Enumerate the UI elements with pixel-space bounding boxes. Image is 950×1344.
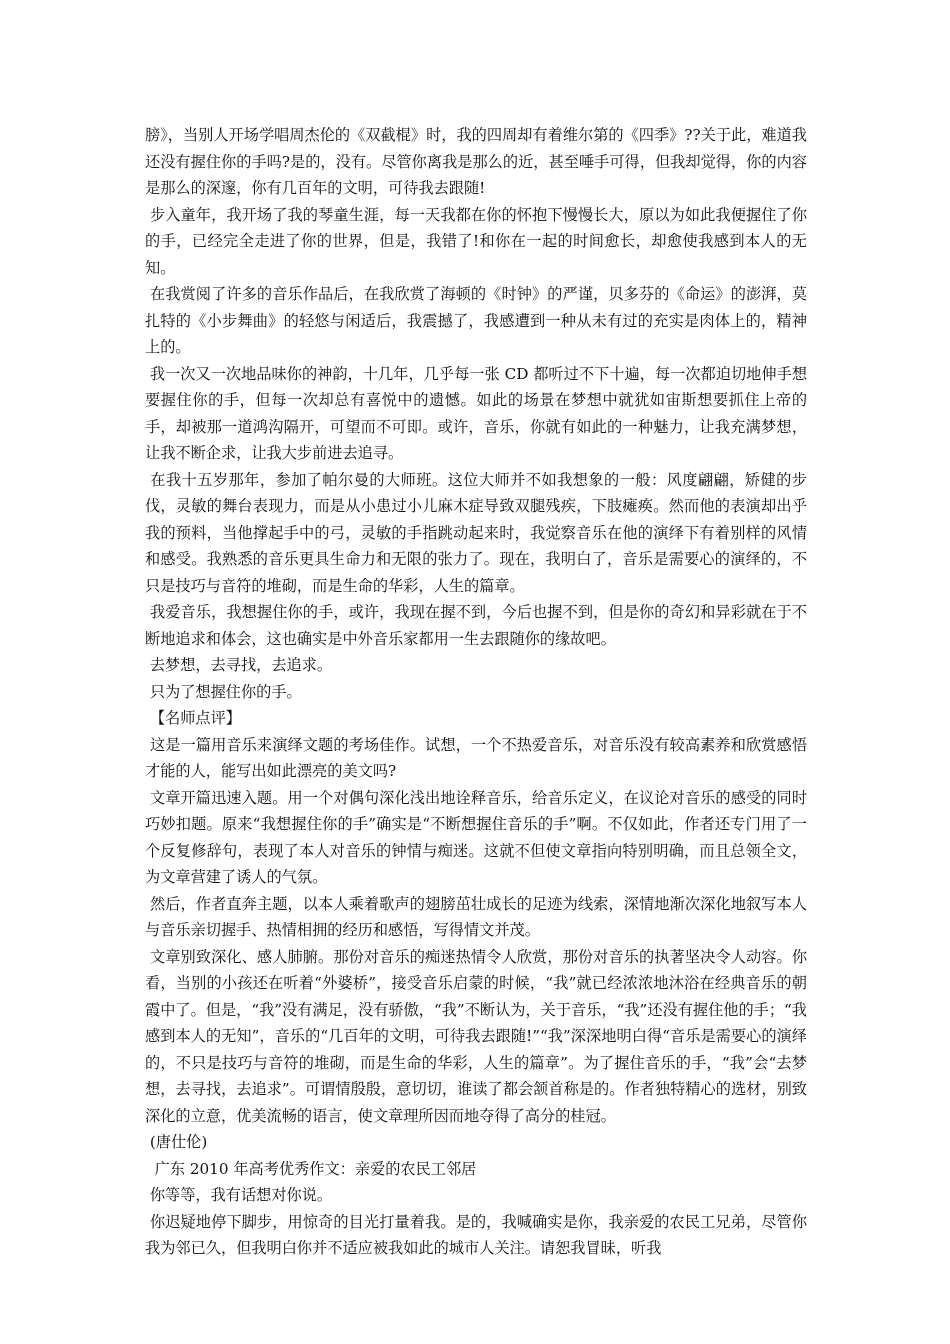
document-page — [145, 122, 807, 1262]
paragraph: 文章别致深化、感人肺腑。那份对音乐的痴迷热情令人欣赏，那份对音乐的执著坚决令人动容。你看，当别的小孩还在听着“外婆桥”，接受音乐启蒙的时候，“我”就已经浓浓地沐浴在经典音乐的朝霞中了。但是，“我”没有满足，没有骄傲，“我”不断认为，关于音乐，“我”还没有握住他的手；“我感到本人的无知”，音乐的“几百年的文明，可待我去跟随!”“我”深深地明白得“音乐是需要心的演绎的，不只是技巧与音符的堆砌，而是生命的华彩，人生的篇章”。为了握住音乐的手，“我”会“去梦想，去寻找，去追求”。可谓情殷殷，意切切，谁读了都会颔首称是的。作者独特精心的选材，别致深化的立意，优美流畅的语言，使文章理所因而地夺得了高分的桂冠。 — [145, 947, 808, 1125]
paragraph: 我一次又一次地品味你的神韵，十几年，几乎每一张 CD 都听过不下十遍，每一次都迫切地伸手想要握住你的手，但每一次却总有喜悦中的遗憾。如此的场景在梦想中就犹如宙斯想要抓住上帝的手，却被那一道鸿沟隔开，可望而不可即。或许，音乐，你就有如此的一种魅力，让我充满梦想，让我不断企求，让我大步前进去追寻。 — [145, 364, 808, 462]
paragraph: 只为了想握住你的手。 — [145, 682, 302, 701]
paragraph: 在我赏阅了许多的音乐作品后，在我欣赏了海顿的《时钟》的严谨，贝多芬的《命运》的澎湃，莫扎特的《小步舞曲》的轻悠与闲适后，我震撼了，我感遭到一种从未有过的充实是肉体上的，精神上的。 — [145, 285, 808, 356]
paragraph: 这是一篇用音乐来演绎文题的考场佳作。试想，一个不热爱音乐，对音乐没有较高素养和欣赏感悟才能的人，能写出如此漂亮的美文吗? — [145, 735, 808, 780]
paragraph: 我爱音乐，我想握住你的手，或许，我现在握不到，今后也握不到，但是你的奇幻和异彩就在于不断地追求和体会，这也确实是中外音乐家都用一生去跟随你的缘故吧。 — [145, 603, 808, 648]
essay-title: 广东 2010 年高考优秀作文：亲爱的农民工邻居 — [145, 1159, 477, 1178]
paragraph: 膀》，当别人开场学唱周杰伦的《双截棍》时，我的四周却有着维尔第的《四季》??关于此，难道我还没有握住你的手吗?是的，没有。尽管你离我是那么的近，甚至唾手可得，但我却觉得，你的内容是那么的深邃，你有几百年的文明，可待我去跟随! — [145, 126, 807, 197]
paragraph: 在我十五岁那年，参加了帕尔曼的大师班。这位大师并不如我想象的一般：风度翩翩，矫健的步伐，灵敏的舞台表现力，而是从小患过小儿麻木症导致双腿残疾，下肢瘫痪。然而他的表演却出乎我的预料，当他撑起手中的弓，灵敏的手指跳动起来时，我觉察音乐在他的演绎下有着别样的风情和感受。我熟悉的音乐更具生命力和无限的张力了。现在，我明白了，音乐是需要心的演绎的，不只是技巧与音符的堆砌，而是生命的华彩，人生的篇章。 — [145, 470, 808, 595]
paragraph: 去梦想，去寻找，去追求。 — [145, 656, 333, 674]
paragraph: 然后，作者直奔主题，以本人乘着歌声的翅膀茁壮成长的足迹为线索，深情地渐次深化地叙写本人与音乐亲切握手、热情相拥的经历和感悟，写得情文并茂。 — [145, 894, 808, 939]
paragraph: 步入童年，我开场了我的琴童生涯，每一天我都在你的怀抱下慢慢长大，原以为如此我便握住了你的手，已经完全走进了你的世界，但是，我错了!和你在一起的时间愈长，却愈使我感到本人的无知。 — [145, 205, 808, 277]
paragraph: 文章开篇迅速入题。用一个对偶句深化浅出地诠释音乐，给音乐定义，在议论对音乐的感受的同时巧妙扣题。原来“我想握住你的手”确实是“不断想握住音乐的手”啊。不仅如此，作者还专门用了一个反复修辞句，表现了本人对音乐的钟情与痴迷。这就不但使文章指向特别明确，而且总领全文，为文章营建了诱人的气氛。 — [145, 788, 808, 886]
section-heading: 【名师点评】 — [145, 709, 241, 727]
paragraph: 你迟疑地停下脚步，用惊奇的目光打量着我。是的，我喊确实是你，我亲爱的农民工兄弟，尽管你我为邻已久，但我明白你并不适应被我如此的城市人关注。请恕我冒昧，听我 — [145, 1212, 808, 1257]
paragraph: 你等等，我有话想对你说。 — [145, 1186, 333, 1204]
author-credit: (唐仕伦) — [145, 1133, 208, 1151]
